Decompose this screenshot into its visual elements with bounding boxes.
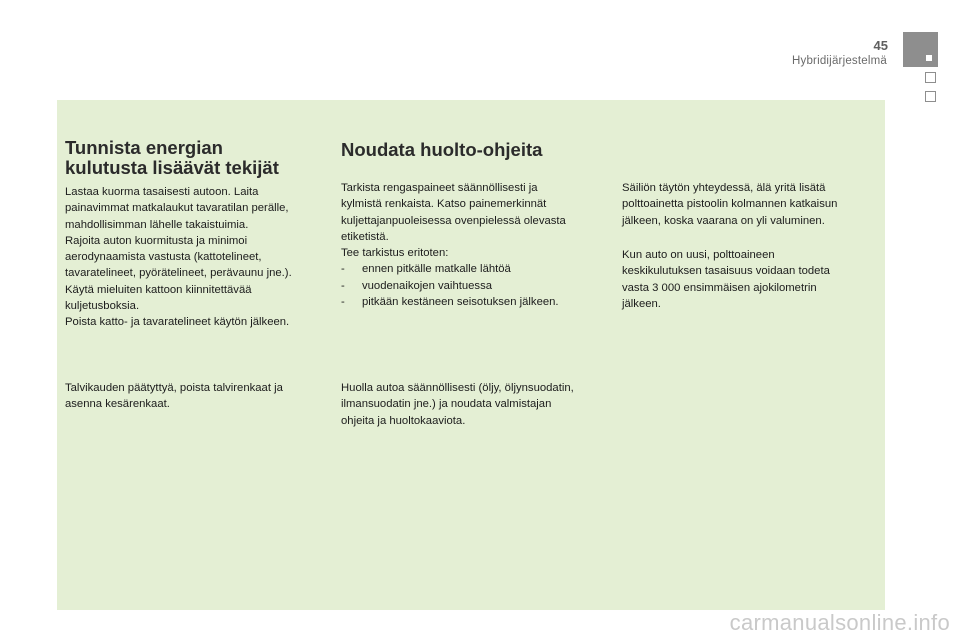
list-item xyxy=(341,278,606,294)
left-title-line: Tunnista energian xyxy=(65,137,223,158)
text-line: kuljettajanpuoleisessa ovenpielessä olevasta xyxy=(341,214,566,227)
text-line: jälkeen. xyxy=(622,297,661,310)
watermark: carmanualsonline.info xyxy=(729,610,950,635)
text-line: kuljetusboksia. xyxy=(65,300,140,313)
text-line: Talvikauden päätyttyä, poista talvirenkaat ja xyxy=(65,382,283,394)
text-line: jälkeen, koska vaarana on yli valuminen. xyxy=(622,214,825,227)
text-line: Rajoita auton kuormitusta ja minimoi xyxy=(65,234,248,247)
list-dash: - xyxy=(341,263,345,276)
text-line: Säiliön täytön yhteydessä, älä yritä lisätä xyxy=(622,182,826,194)
list-item xyxy=(341,294,606,310)
text-line: asenna kesärenkaat. xyxy=(65,398,170,411)
right-paragraph-2 xyxy=(622,247,872,312)
text-line: polttoainetta pistoolin kolmannen katkaisun xyxy=(622,198,838,211)
text-line: etiketistä. xyxy=(341,230,389,243)
text-line: Kun auto on uusi, polttoaineen xyxy=(622,249,775,261)
text-line: Poista katto- ja tavaratelineet käytön jälkeen. xyxy=(65,316,290,329)
list-item-text: pitkään kestäneen seisotuksen jälkeen. xyxy=(362,296,559,309)
list-dash: - xyxy=(341,296,345,309)
middle-paragraph-2 xyxy=(341,380,606,429)
text-line: keskikulutuksen tasaisuus voidaan todeta xyxy=(622,265,830,278)
list-item-text: vuodenaikojen vaihtuessa xyxy=(362,279,493,292)
list-item xyxy=(341,261,606,277)
text-line: ilmansuodatin jne.) ja noudata valmistajan xyxy=(341,398,552,411)
left-title xyxy=(65,138,325,178)
text-line: mahdollisimman lähelle takaistuimia. xyxy=(65,218,249,231)
section-tab-active[interactable] xyxy=(903,32,938,67)
tab-marker-icon xyxy=(926,55,932,61)
content-panel xyxy=(57,100,885,610)
check-list xyxy=(341,261,606,310)
middle-paragraph-1 xyxy=(341,180,606,261)
section-tab-empty[interactable] xyxy=(925,91,936,102)
list-dash: - xyxy=(341,279,345,292)
text-line: Tarkista rengaspaineet säännöllisesti ja xyxy=(341,182,538,194)
page-number: 45 xyxy=(873,38,888,53)
text-line: Lastaa kuorma tasaisesti autoon. Laita xyxy=(65,186,259,198)
list-item-text: ennen pitkälle matkalle lähtöä xyxy=(362,263,511,276)
middle-column xyxy=(341,140,606,310)
left-paragraph-2 xyxy=(65,380,325,413)
left-paragraph-1 xyxy=(65,184,325,331)
text-line: kylmistä renkaista. Katso painemerkinnät xyxy=(341,198,547,211)
text-line: aerodynaamista vastusta (kattotelineet, xyxy=(65,251,262,264)
text-line: Huolla autoa säännöllisesti (öljy, öljynsuodatin, xyxy=(341,382,574,394)
right-paragraph-1 xyxy=(622,180,872,229)
section-tab-empty[interactable] xyxy=(925,72,936,83)
middle-title: Noudata huolto-ohjeita xyxy=(341,139,543,160)
section-title: Hybridijärjestelmä xyxy=(792,55,887,67)
text-line: Tee tarkistus eritoten: xyxy=(341,247,449,260)
text-line: painavimmat matkalaukut tavaratilan perälle, xyxy=(65,202,289,215)
text-line: tavaratelineet, pyörätelineet, perävaunu jne.). xyxy=(65,267,292,280)
text-line: vasta 3 000 ensimmäisen ajokilometrin xyxy=(622,281,817,294)
text-line: ohjeita ja huoltokaaviota. xyxy=(341,414,466,427)
left-title-line: kulutusta lisäävät tekijät xyxy=(65,157,279,178)
left-column xyxy=(65,138,325,331)
text-line: Käytä mieluiten kattoon kiinnitettävää xyxy=(65,283,252,296)
